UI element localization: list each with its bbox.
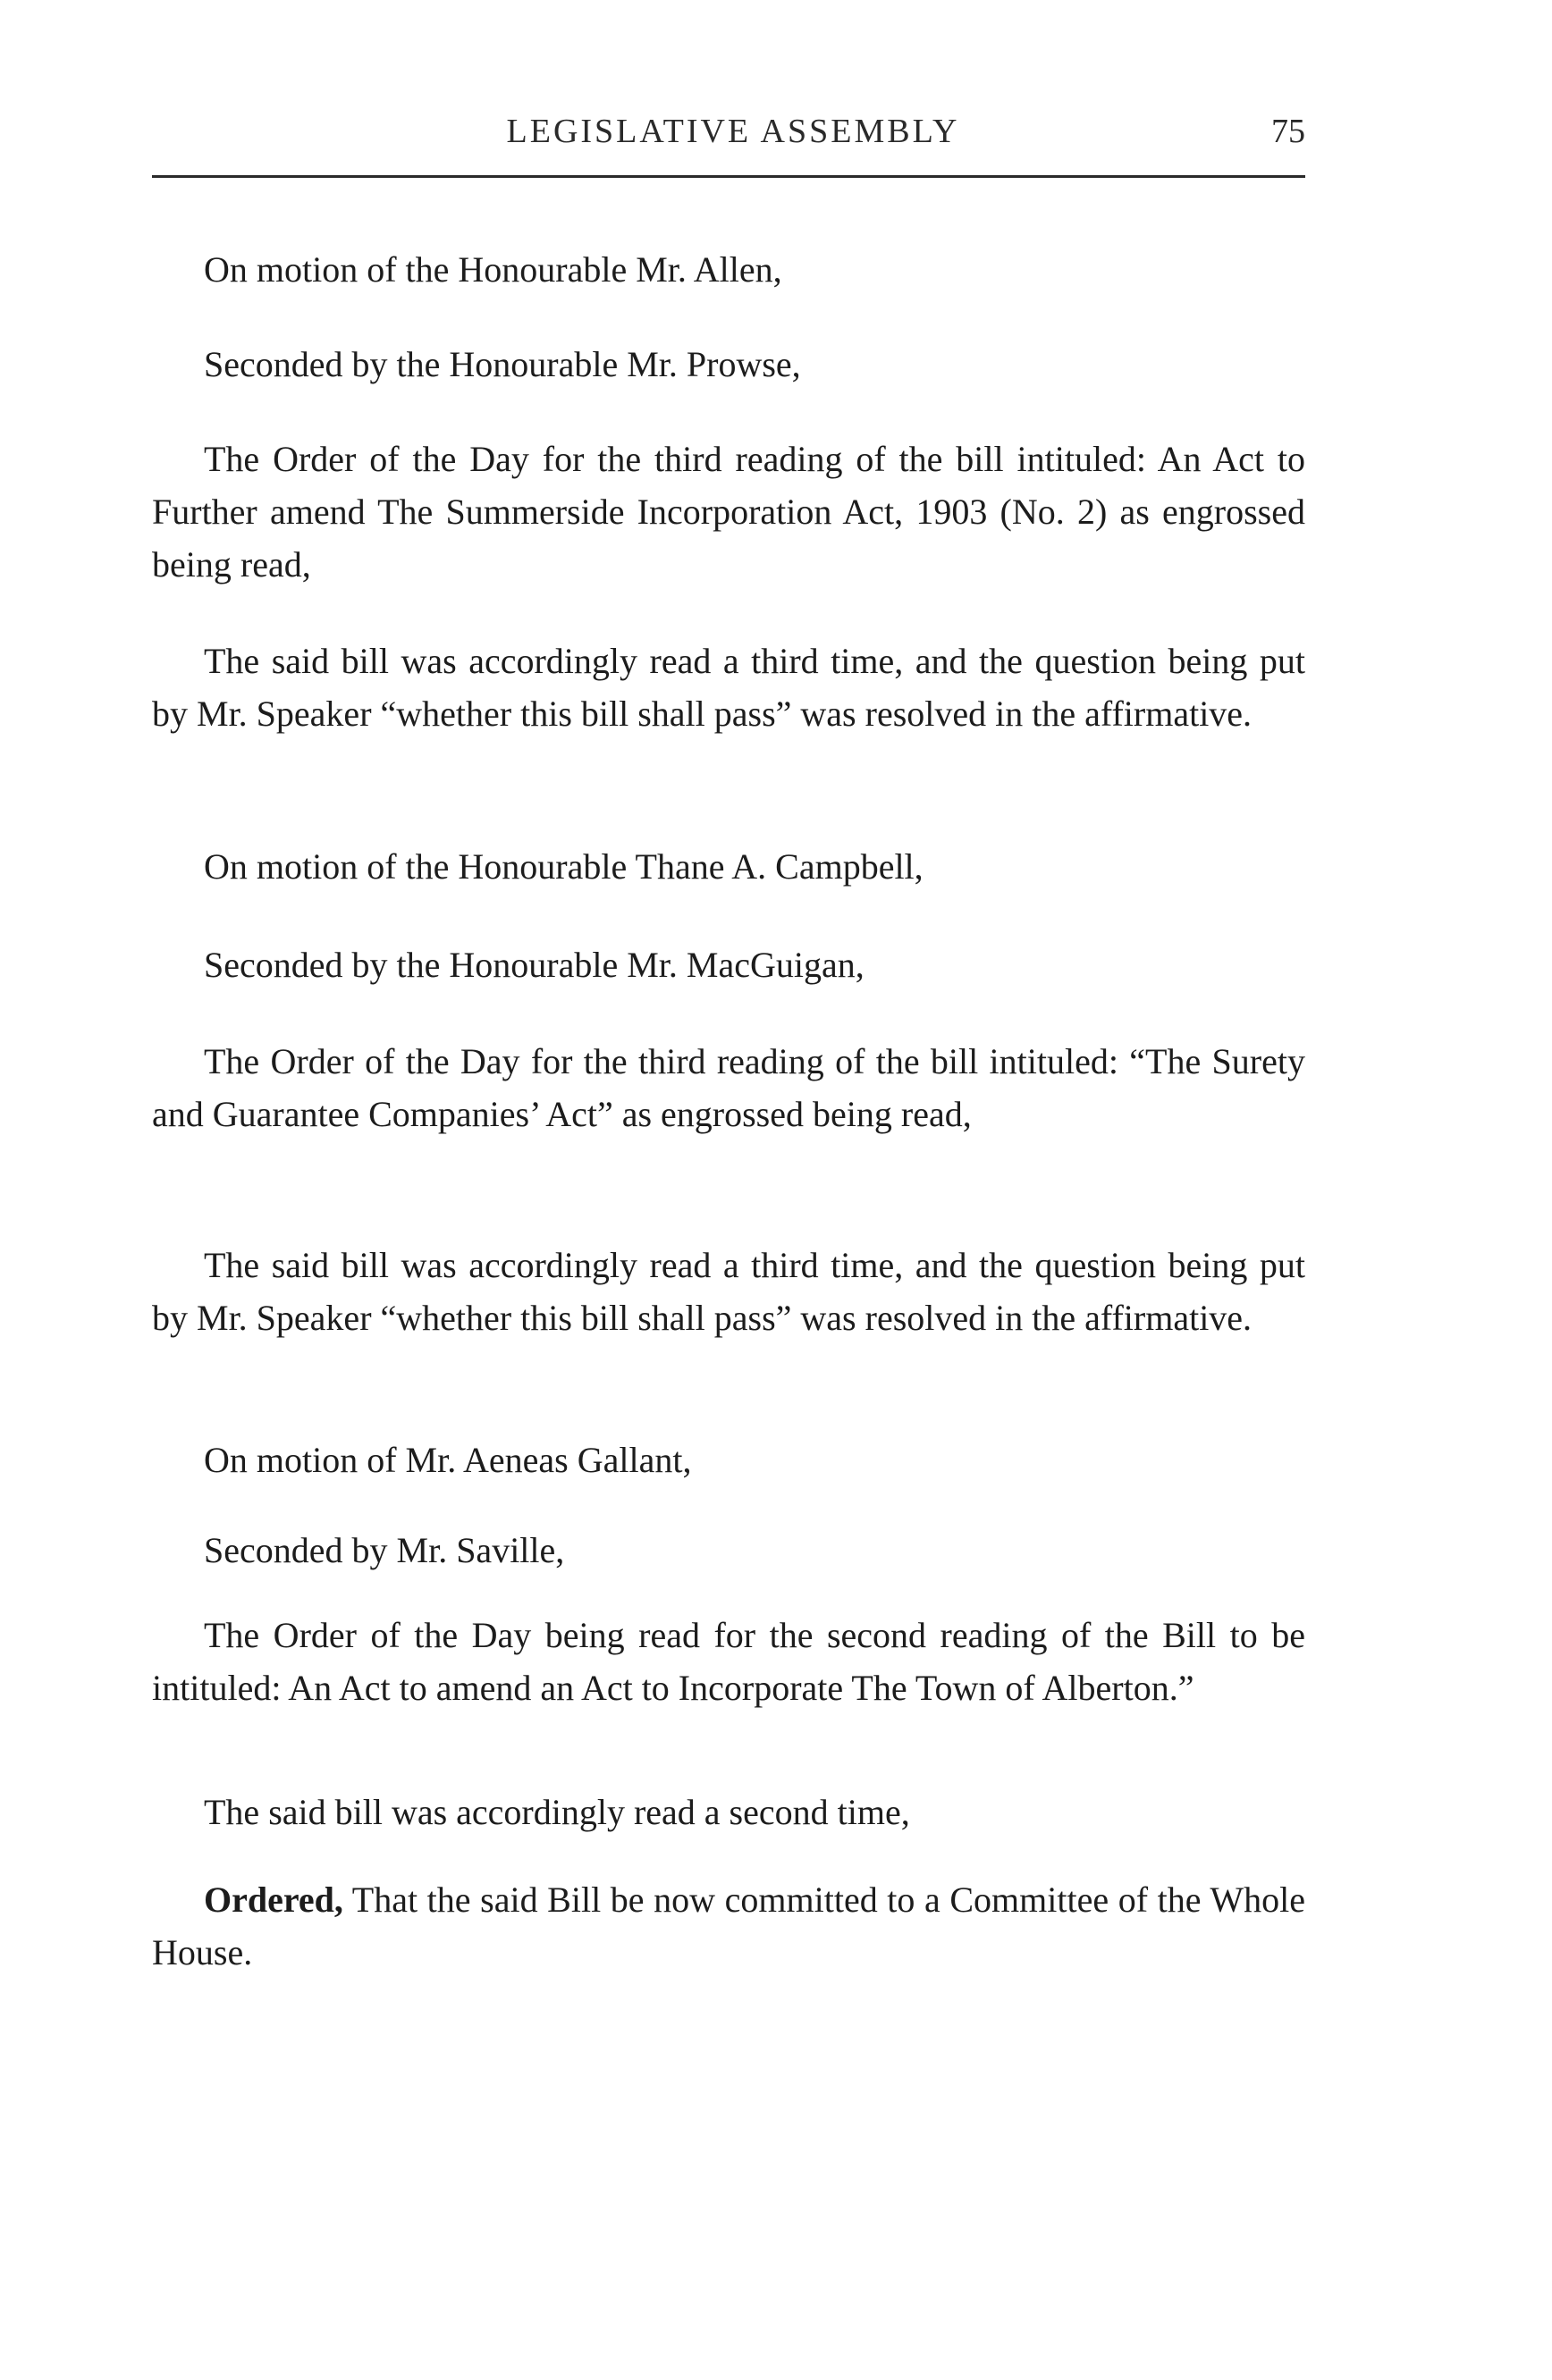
order-paragraph: The Order of the Day being read for the second reading of the Bill to be intituled: An Act to amend an Act to Incorporate The Town of Alberton.” [152, 1615, 1305, 1708]
result-paragraph: The said bill was accordingly read a third time, and the question being put by Mr. Speaker “whether this bill shall pass” was resolved in the affirmative. [152, 641, 1305, 734]
header-title: LEGISLATIVE ASSEMBLY [506, 113, 960, 150]
seconded-paragraph: Seconded by the Honourable Mr. Prowse, [204, 344, 801, 384]
order-paragraph: The Order of the Day for the third reading of the bill intituled: “The Surety and Guarantee Companies’ Act” as engrossed being read, [152, 1041, 1305, 1134]
ordered-paragraph [152, 1873, 1305, 1979]
header-rule [152, 175, 1305, 178]
order-paragraph: The Order of the Day for the third reading of the bill intituled: An Act to Further amend The Summerside Incorporation Act, 1903 (No. 2) as engrossed being read, [152, 439, 1305, 584]
seconded-paragraph: Seconded by Mr. Saville, [204, 1530, 565, 1570]
result-paragraph: The said bill was accordingly read a second time, [204, 1792, 910, 1832]
motion-paragraph: On motion of the Honourable Thane A. Campbell, [204, 846, 924, 887]
running-head [161, 112, 1305, 165]
ordered-text: That the said Bill be now committed to a Committee of the Whole House. [152, 1880, 1305, 1972]
seconded-paragraph: Seconded by the Honourable Mr. MacGuigan, [204, 945, 865, 985]
motion-paragraph: On motion of the Honourable Mr. Allen, [204, 249, 782, 290]
motion-paragraph: On motion of Mr. Aeneas Gallant, [204, 1440, 692, 1480]
page-number: 75 [1271, 113, 1305, 150]
ordered-label: Ordered, [204, 1880, 343, 1920]
result-paragraph: The said bill was accordingly read a third time, and the question being put by Mr. Speaker “whether this bill shall pass” was resolved in the affirmative. [152, 1245, 1305, 1338]
